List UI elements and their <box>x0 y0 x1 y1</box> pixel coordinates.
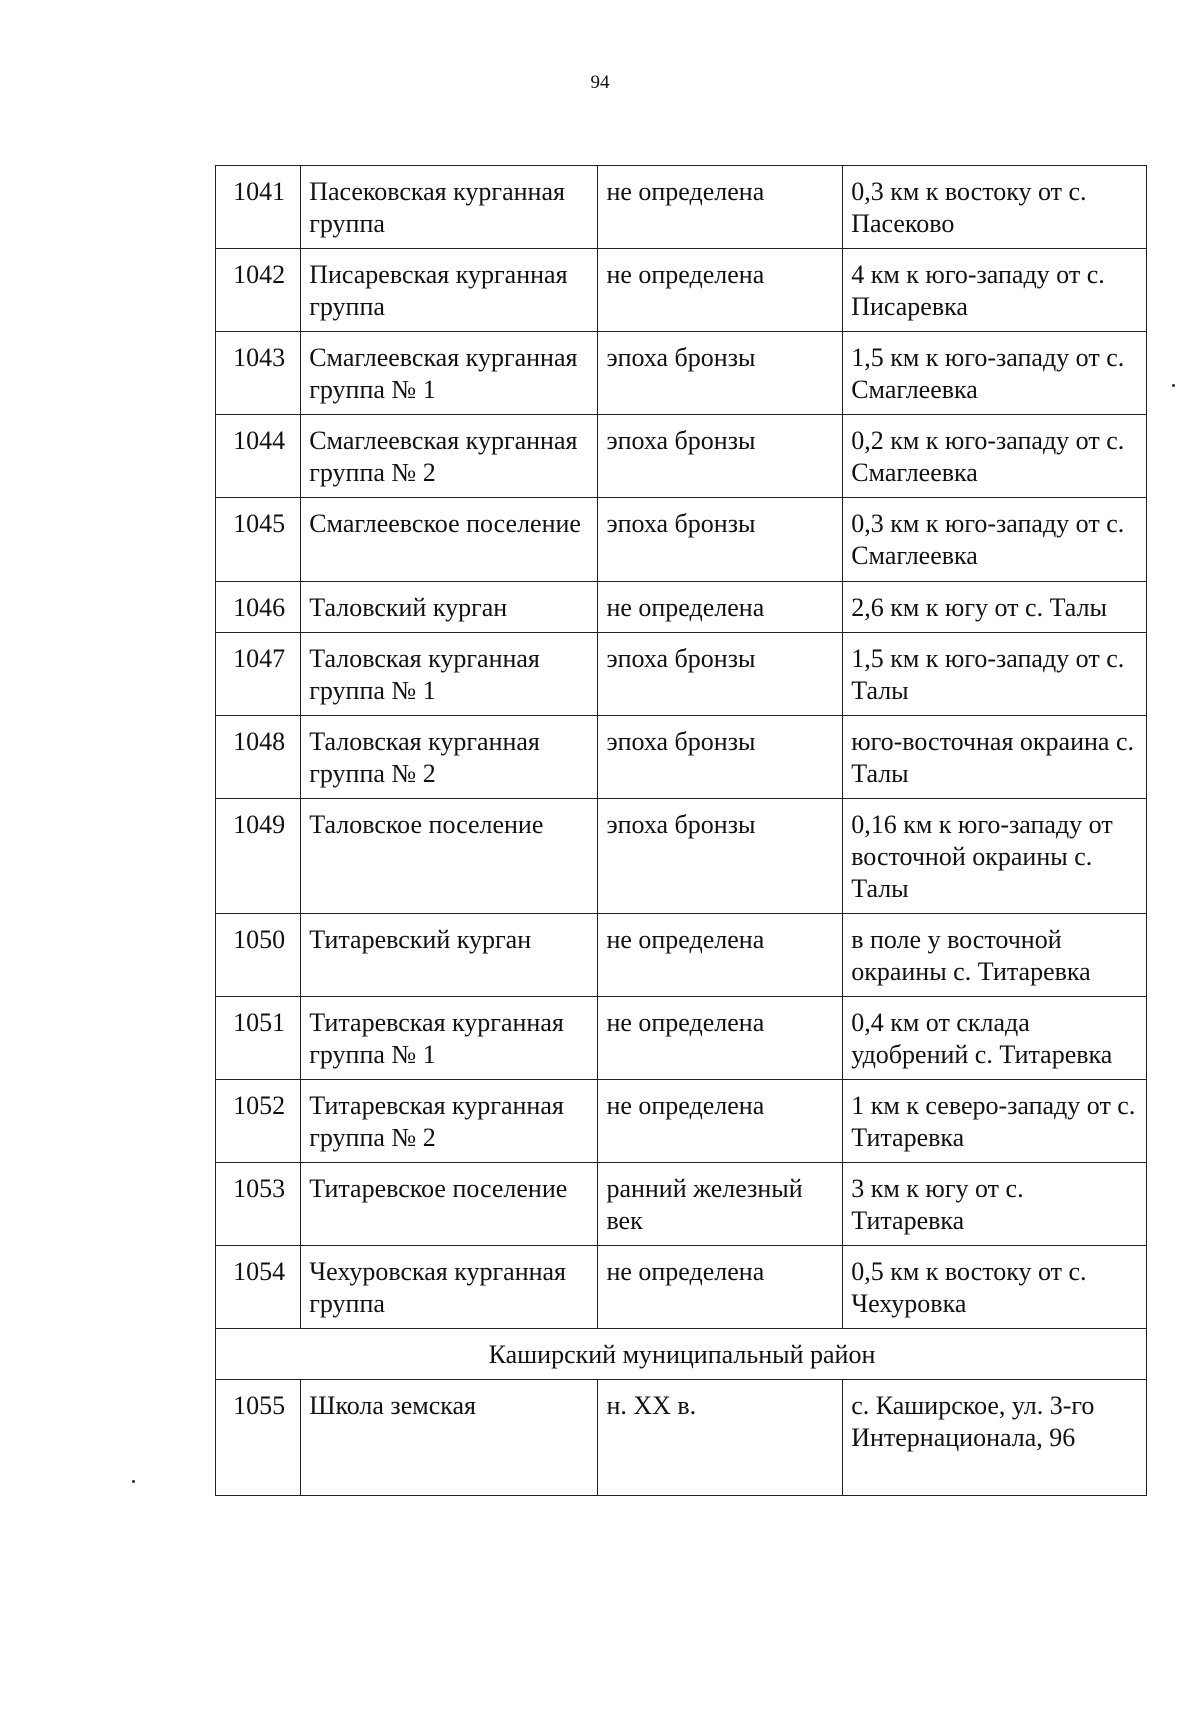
object-location-cell: юго-восточная окраина с. Талы <box>843 716 1147 799</box>
object-dating-cell: эпоха бронзы <box>598 415 843 498</box>
object-location-cell: 0,3 км к востоку от с. Пасеково <box>843 166 1147 249</box>
object-name-cell: Таловское поселение <box>301 799 598 914</box>
object-location-cell: с. Каширское, ул. 3-го Интернационала, 96 <box>843 1380 1147 1496</box>
object-location-cell: 0,4 км от склада удобрений с. Титаревка <box>843 997 1147 1080</box>
object-dating-cell: н. XX в. <box>598 1380 843 1496</box>
table-row <box>216 582 1147 633</box>
table-row <box>216 997 1147 1080</box>
object-name-cell: Титаревское поселение <box>301 1163 598 1246</box>
object-number-cell: 1044 <box>216 415 301 498</box>
object-number-cell: 1051 <box>216 997 301 1080</box>
table-row <box>216 415 1147 498</box>
object-name-cell: Школа земская <box>301 1380 598 1496</box>
object-location-cell: 4 км к юго-западу от с. Писаревка <box>843 249 1147 332</box>
object-location-cell: 0,16 км к юго-западу от восточной окраины с. Талы <box>843 799 1147 914</box>
page-number: 94 <box>590 72 610 93</box>
object-number-cell: 1048 <box>216 716 301 799</box>
section-row <box>216 1329 1147 1380</box>
object-dating-cell: эпоха бронзы <box>598 716 843 799</box>
object-name-cell: Смаглеевская курганная группа № 1 <box>301 332 598 415</box>
table-row <box>216 1080 1147 1163</box>
object-number-cell: 1045 <box>216 498 301 582</box>
object-location-cell: 3 км к югу от с. Титаревка <box>843 1163 1147 1246</box>
object-name-cell: Таловский курган <box>301 582 598 633</box>
registry-table-body <box>216 166 1147 1496</box>
table-row <box>216 716 1147 799</box>
object-number-cell: 1053 <box>216 1163 301 1246</box>
object-number-cell: 1041 <box>216 166 301 249</box>
object-location-cell: 0,3 км к юго-западу от с. Смаглеевка <box>843 498 1147 582</box>
object-location-cell: в поле у восточной окраины с. Титаревка <box>843 914 1147 997</box>
object-dating-cell: ранний железный век <box>598 1163 843 1246</box>
object-location-cell: 1 км к северо-западу от с. Титаревка <box>843 1080 1147 1163</box>
object-number-cell: 1052 <box>216 1080 301 1163</box>
object-number-cell: 1047 <box>216 633 301 716</box>
object-dating-cell: не определена <box>598 1080 843 1163</box>
table-row <box>216 1163 1147 1246</box>
object-name-cell: Титаревская курганная группа № 2 <box>301 1080 598 1163</box>
object-number-cell: 1050 <box>216 914 301 997</box>
object-dating-cell: эпоха бронзы <box>598 332 843 415</box>
object-number-cell: 1046 <box>216 582 301 633</box>
object-location-cell: 0,2 км к юго-западу от с. Смаглеевка <box>843 415 1147 498</box>
object-dating-cell: не определена <box>598 249 843 332</box>
object-number-cell: 1049 <box>216 799 301 914</box>
object-dating-cell: не определена <box>598 1246 843 1329</box>
object-number-cell: 1055 <box>216 1380 301 1496</box>
table-row <box>216 1246 1147 1329</box>
heritage-registry-table <box>215 165 1147 1496</box>
table-row <box>216 249 1147 332</box>
object-name-cell: Титаревский курган <box>301 914 598 997</box>
object-dating-cell: не определена <box>598 914 843 997</box>
table-row <box>216 332 1147 415</box>
district-section-header: Каширский муниципальный район <box>216 1329 1147 1380</box>
object-dating-cell: эпоха бронзы <box>598 498 843 582</box>
object-location-cell: 0,5 км к востоку от с. Чехуровка <box>843 1246 1147 1329</box>
scan-speck <box>132 1480 135 1483</box>
table-row <box>216 633 1147 716</box>
object-dating-cell: не определена <box>598 166 843 249</box>
object-name-cell: Титаревская курганная группа № 1 <box>301 997 598 1080</box>
table-row <box>216 799 1147 914</box>
object-name-cell: Чехуровская курганная группа <box>301 1246 598 1329</box>
object-dating-cell: не определена <box>598 582 843 633</box>
object-location-cell: 1,5 км к юго-западу от с. Смаглеевка <box>843 332 1147 415</box>
object-name-cell: Смаглеевская курганная группа № 2 <box>301 415 598 498</box>
object-name-cell: Таловская курганная группа № 1 <box>301 633 598 716</box>
object-name-cell: Смаглеевское поселение <box>301 498 598 582</box>
object-location-cell: 2,6 км к югу от с. Талы <box>843 582 1147 633</box>
table-row <box>216 498 1147 582</box>
object-name-cell: Писаревская курганная группа <box>301 249 598 332</box>
object-name-cell: Пасековская курганная группа <box>301 166 598 249</box>
object-number-cell: 1042 <box>216 249 301 332</box>
object-name-cell: Таловская курганная группа № 2 <box>301 716 598 799</box>
table-row <box>216 914 1147 997</box>
object-dating-cell: эпоха бронзы <box>598 799 843 914</box>
object-number-cell: 1043 <box>216 332 301 415</box>
table-row <box>216 1380 1147 1496</box>
table-row <box>216 166 1147 249</box>
object-number-cell: 1054 <box>216 1246 301 1329</box>
scan-speck <box>1172 384 1175 387</box>
object-dating-cell: эпоха бронзы <box>598 633 843 716</box>
object-dating-cell: не определена <box>598 997 843 1080</box>
object-location-cell: 1,5 км к юго-западу от с. Талы <box>843 633 1147 716</box>
